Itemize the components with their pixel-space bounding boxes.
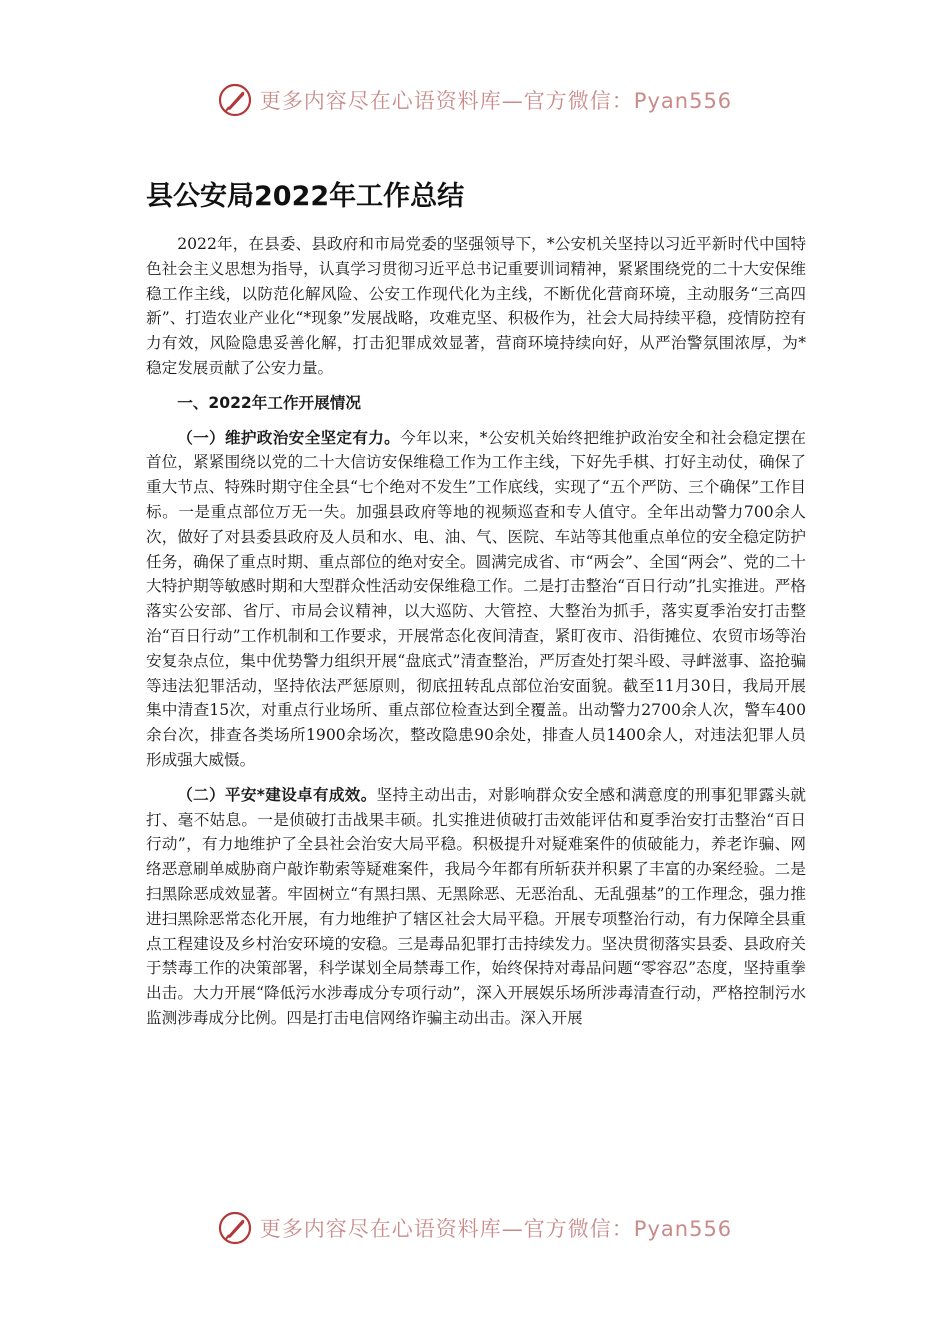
watermark-banner-top xyxy=(0,80,950,120)
watermark-inner-top xyxy=(218,83,732,117)
section-heading: 一、2022年工作开展情况 xyxy=(177,393,361,412)
quill-pen-icon xyxy=(218,83,252,117)
watermark-text: 更多内容尽在心语资料库—官方微信：Pyan556 xyxy=(259,89,733,113)
subsection-1-body: 今年以来，*公安机关始终把维护政治安全和社会稳定摆在首位，紧紧围绕以党的二十大信访安保维稳工作为工作主线，下好先手棋、打好主动仗，确保了重大节点、特殊时期守住全县“七个绝对不发生”工作底线，实现了“五个严防、三个确保”工作目标。一是重点部位万无一失。加强县政府等地的视频巡查和专人值守。全年出动警力700余人次，做好了对县委县政府及人员和水、电、油、气、医院、车站等其他重点单位的安全稳定防护任务，确保了重点时期、重点部位的绝对安全。圆满完成省、市“两会”、全国“两会”、党的二十大特护期等敏感时期和大型群众性活动安保维稳工作。二是打击整治“百日行动”扎实推进。严格落实公安部、省厅、市局会议精神，以大巡防、大管控、大整治为抓手，落实夏季治安打击整治“百日行动”工作机制和工作要求，开展常态化夜间清查，紧盯夜市、沿街摊位、农贸市场等治安复杂点位，集中优势警力组织开展“盘底式”清查整治，严厉查处打架斗殴、寻衅滋事、盗抢骗等违法犯罪活动，坚持依法严惩原则，彻底扭转乱点部位治安面貌。截至11月30日，我局开展集中清查15次，对重点行业场所、重点部位检查达到全覆盖。出动警力2700余人次，警车400余台次，排查各类场所1900余场次，整改隐患90余处，排查人员1400余人，对违法犯罪人员形成强大威慑。 xyxy=(146,428,806,769)
page-title: 县公安局2022年工作总结 xyxy=(146,181,465,212)
subsection-1-paragraph xyxy=(146,426,806,773)
watermark-banner-bottom xyxy=(0,1208,950,1248)
intro-paragraph: 2022年，在县委、县政府和市局党委的坚强领导下，*公安机关坚持以习近平新时代中国特色社会主义思想为指导，认真学习贯彻习近平总书记重要训词精神，紧紧围绕党的二十大安保维稳工作主线，以防范化解风险、公安工作现代化为主线，不断优化营商环境，主动服务“三高四新”、打造农业产业化“*现象”发展战略，攻难克坚、积极作为，社会大局持续平稳，疫情防控有力有效，风险隐患妥善化解，打击犯罪成效显著，营商环境持续向好，从严治警氛围浓厚，为*稳定发展贡献了公安力量。 xyxy=(146,235,806,377)
subsection-2-paragraph xyxy=(146,783,806,1031)
subsection-2-body: 坚持主动出击，对影响群众安全感和满意度的刑事犯罪露头就打、毫不姑息。一是侦破打击战果丰硕。扎实推进侦破打击效能评估和夏季治安打击整治“百日行动”，有力地维护了全县社会治安大局平稳。积极提升对疑难案件的侦破能力，养老诈骗、网络恶意刷单威胁商户敲诈勒索等疑难案件，我局今年都有所斩获并积累了丰富的办案经验。二是扫黑除恶成效显著。牢固树立“有黑扫黑、无黑除恶、无恶治乱、无乱强基”的工作理念，强力推进扫黑除恶常态化开展，有力地维护了辖区社会大局平稳。开展专项整治行动，有力保障全县重点工程建设及乡村治安环境的安稳。三是毒品犯罪打击持续发力。坚决贯彻落实县委、县政府关于禁毒工作的决策部署，科学谋划全局禁毒工作，始终保持对毒品问题“零容忍”态度，坚持重拳出击。大力开展“降低污水涉毒成分专项行动”，深入开展娱乐场所涉毒清查行动，严格控制污水监测涉毒成分比例。四是打击电信网络诈骗主动出击。深入开展 xyxy=(146,785,806,1027)
document-body xyxy=(146,232,806,1041)
watermark-inner-bottom xyxy=(218,1211,732,1245)
subsection-2-title: （二）平安*建设卓有成效。 xyxy=(177,785,377,804)
subsection-1-title: （一）维护政治安全坚定有力。 xyxy=(177,428,401,447)
quill-pen-icon xyxy=(218,1211,252,1245)
watermark-text: 更多内容尽在心语资料库—官方微信：Pyan556 xyxy=(259,1217,733,1241)
